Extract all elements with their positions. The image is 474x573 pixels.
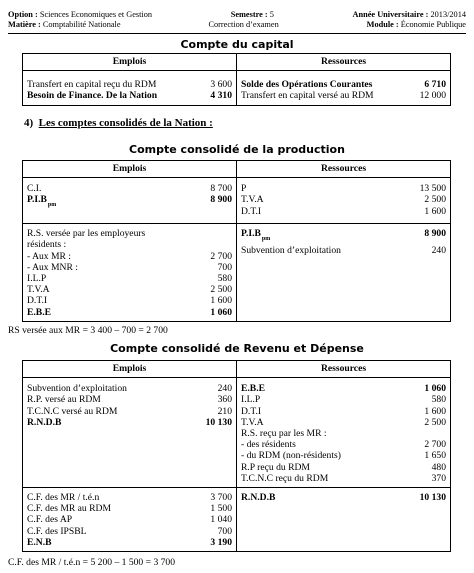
production-emploi-row: I.L.P 580: [27, 273, 232, 285]
ressources-header: Ressources: [237, 161, 451, 178]
revenu-emploi-row: C.F. des IPSBL 700: [27, 525, 232, 537]
revenu-ressource-row: - du RDM (non-résidents) 1 650: [241, 450, 446, 462]
module-info: Module : Économie Publique: [366, 20, 466, 29]
production-ressource-row: P 13 500: [241, 183, 446, 195]
revenu-ressource-row: I.L.P 580: [241, 394, 446, 406]
revenu-ressource-row: R.P reçu du RDM 480: [241, 461, 446, 473]
exam-header: [8, 10, 466, 30]
revenu-ressource-row: - des résidents 2 700: [241, 439, 446, 451]
emplois-header: Emplois: [23, 54, 237, 71]
option-info: Option : Sciences Economiques et Gestion: [8, 10, 153, 19]
revenu-emploi-row: T.C.N.C versé au RDM 210: [27, 405, 232, 417]
production-emploi-row: E.B.E 1 060: [27, 306, 232, 318]
emplois-header: Emplois: [23, 361, 237, 378]
matiere-info: Matière : Comptabilité Nationale: [8, 20, 121, 29]
header-divider: [8, 33, 466, 34]
compte-production-table: [22, 160, 451, 322]
revenu-emploi-row: R.N.D.B 10 130: [27, 416, 232, 428]
revenu-emploi-row: R.P. versé au RDM 360: [27, 394, 232, 406]
ressources-header: Ressources: [237, 361, 451, 378]
capital-emploi-row: Besoin de Finance. De la Nation 4 310: [27, 90, 232, 102]
revenu-emploi-row: C.F. des AP 1 040: [27, 514, 232, 526]
production-ressource-row: $P.I.B_{pm}$ 8 900: [241, 228, 446, 243]
revenu-ressource-row: R.N.D.B 10 130: [241, 492, 446, 504]
ressources-header: Ressources: [237, 54, 451, 71]
compte-revenu-title: Compte consolidé de Revenu et Dépense: [110, 342, 364, 355]
production-ressource-row: D.T.I 1 600: [241, 205, 446, 217]
rs-recu-heading: R.S. reçu par les MR :: [241, 428, 327, 440]
rs-calculation-note: RS versée aux MR = 3 400 – 700 = 2 700: [8, 325, 168, 336]
revenu-emploi-row: C.F. des MR / t.é.n 3 700: [27, 492, 232, 504]
production-ressource-row: Subvention d’exploitation 240: [241, 245, 446, 257]
production-ressource-row: T.V.A 2 500: [241, 194, 446, 206]
cf-calculation-note: C.F. des MR / t.é.n = 5 200 – 1 500 = 3 700: [8, 557, 176, 568]
compte-production-title: Compte consolidé de la production: [129, 143, 345, 156]
revenu-emploi-row: E.N.B 3 190: [27, 536, 232, 548]
production-emploi-row: - Aux MR : 2 700: [27, 250, 232, 262]
production-emploi-row: - Aux MNR : 700: [27, 261, 232, 273]
section-heading: 4) Les comptes consolidés de la Nation :: [24, 117, 213, 129]
production-emploi-row: T.V.A 2 500: [27, 284, 232, 296]
rs-employeurs-heading: R.S. versée par les employeurs: [27, 228, 146, 240]
correction-label: Correction d’examen: [208, 20, 279, 29]
annee-info: Année Universitaire : 2013/2014: [352, 10, 466, 19]
compte-capital-title: Compte du capital: [180, 38, 294, 51]
semestre-info: Semestre : 5: [230, 10, 274, 19]
emplois-header: Emplois: [23, 161, 237, 178]
rs-residents-heading: résidents :: [27, 239, 67, 251]
production-emploi-row: D.T.I 1 600: [27, 295, 232, 307]
revenu-ressource-row: D.T.I 1 600: [241, 405, 446, 417]
capital-ressource-row: Transfert en capital versé au RDM 12 000: [241, 90, 446, 102]
revenu-emploi-row: C.F. des MR au RDM 1 500: [27, 503, 232, 515]
revenu-ressource-row: T.V.A 2 500: [241, 416, 446, 428]
capital-emploi-row: Transfert en capital reçu du RDM 3 600: [27, 79, 232, 91]
capital-ressource-row: Solde des Opérations Courantes 6 710: [241, 79, 446, 91]
revenu-ressource-row: T.C.N.C reçu du RDM 370: [241, 472, 446, 484]
revenu-emploi-row: Subvention d’exploitation 240: [27, 383, 232, 395]
production-emploi-row: $P.I.B_{pm}$ 8 900: [27, 194, 232, 209]
production-emploi-row: C.I. 8 700: [27, 183, 232, 195]
revenu-ressource-row: E.B.E 1 060: [241, 383, 446, 395]
compte-capital-table: [22, 53, 451, 106]
compte-revenu-table: [22, 360, 451, 552]
